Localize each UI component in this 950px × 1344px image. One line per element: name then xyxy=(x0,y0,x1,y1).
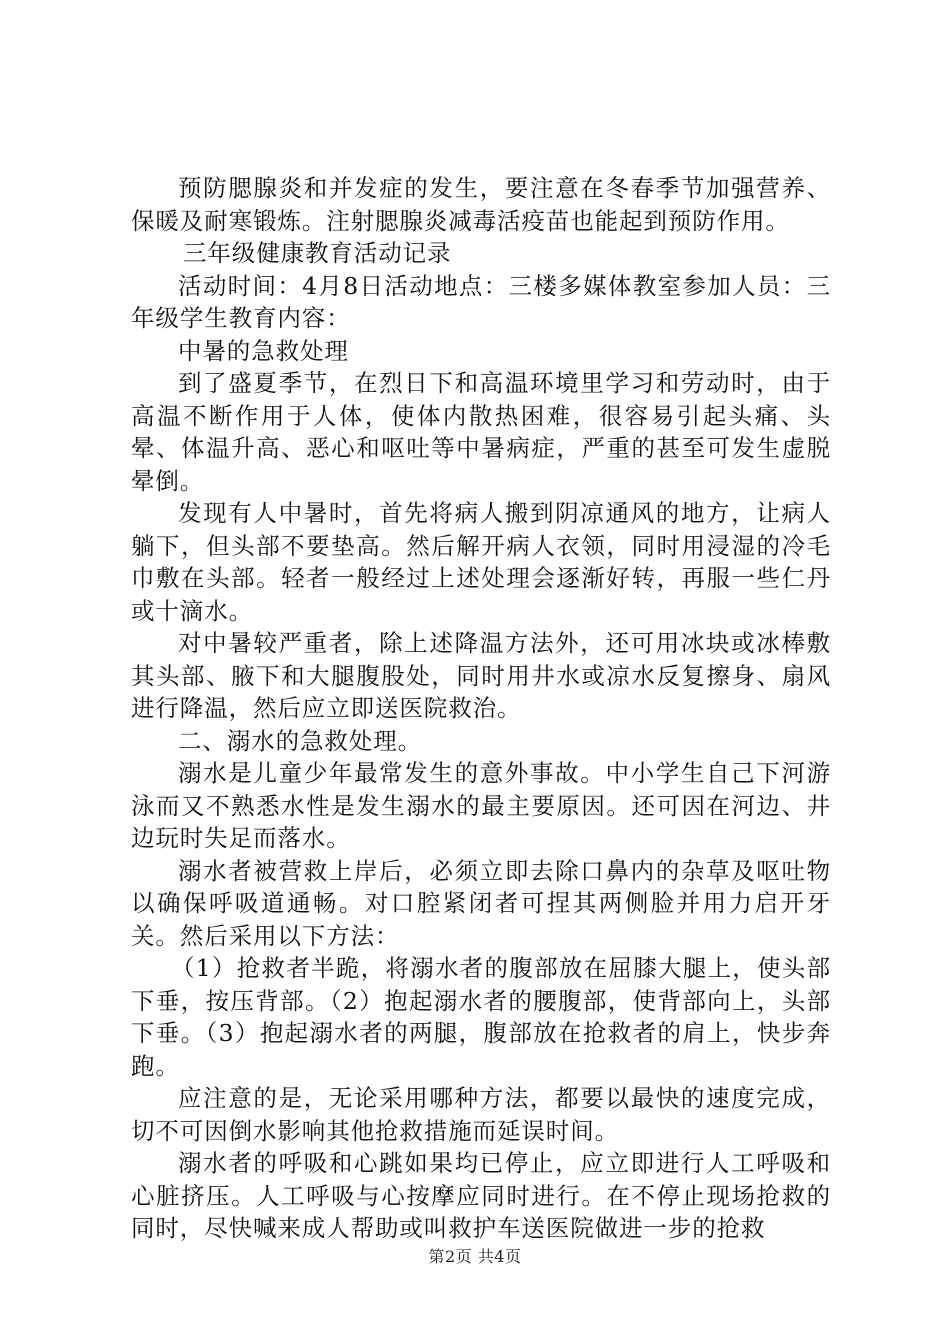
paragraph-heatstroke-handling: 发现有人中暑时，首先将病人搬到阴凉通风的地方，让病人躺下，但头部不要垫高。然后解开病人衣领，同时用浸湿的冷毛巾敷在头部。轻者一般经过上述处理会逐渐好转，再服一些仁丹或十滴水。 xyxy=(131,499,831,625)
heading-heatstroke-first-aid: 中暑的急救处理 xyxy=(178,336,349,365)
paragraph-heatstroke-causes: 到了盛夏季节，在烈日下和高温环境里学习和劳动时，由于高温不断作用于人体，使体内散热困难，很容易引起头痛、头晕、体温升高、恶心和呕吐等中暑病症，严重的甚至可发生虚脱晕倒。 xyxy=(131,369,831,495)
paragraph-rescue-methods: （1）抢救者半跪，将溺水者的腹部放在屈膝大腿上，使头部下垂，按压背部。（2）抱起溺水者的腰腹部，使背部向上，头部下垂。（3）抱起溺水者的两腿，腹部放在抢救者的肩上，快步奔跑。 xyxy=(131,954,831,1080)
page-number-footer: 第2页 共4页 xyxy=(428,1247,522,1266)
paragraph-mumps-prevention: 预防腮腺炎和并发症的发生，要注意在冬春季节加强营养、保暖及耐寒锻炼。注射腮腺炎减毒活疫苗也能起到预防作用。 xyxy=(131,174,831,235)
paragraph-rescue-note: 应注意的是，无论采用哪种方法，都要以最快的速度完成，切不可因倒水影响其他抢救措施而延误时间。 xyxy=(131,1084,831,1145)
paragraph-severe-heatstroke: 对中暑较严重者，除上述降温方法外，还可用冰块或冰棒敷其头部、腋下和大腿腹股处，同时用井水或凉水反复擦身、扇风进行降温，然后应立即送医院救治。 xyxy=(131,629,831,722)
paragraph-drowning-causes: 溺水是儿童少年最常发生的意外事故。中小学生自己下河游泳而又不熟悉水性是发生溺水的最主要原因。还可因在河边、井边玩时失足而落水。 xyxy=(131,759,831,852)
paragraph-activity-record-title: 三年级健康教育活动记录 xyxy=(183,239,452,267)
paragraph-drowning-rescue: 溺水者被营救上岸后，必须立即去除口鼻内的杂草及呕吐物以确保呼吸道通畅。对口腔紧闭者可捏其两侧脸并用力启开牙关。然后采用以下方法： xyxy=(131,856,831,950)
document-body xyxy=(131,172,831,1245)
paragraph-activity-info: 活动时间：4月8日活动地点：三楼多媒体教室参加人员：三年级学生教育内容： xyxy=(131,271,831,332)
paragraph-cpr: 溺水者的呼吸和心跳如果均已停止，应立即进行人工呼吸和心脏挤压。人工呼吸与心按摩应同时进行。在不停止现场抢救的同时，尽快喊来成人帮助或叫救护车送医院做进一步的抢救 xyxy=(131,1149,831,1242)
heading-drowning-first-aid: 二、溺水的急救处理。 xyxy=(178,726,422,755)
